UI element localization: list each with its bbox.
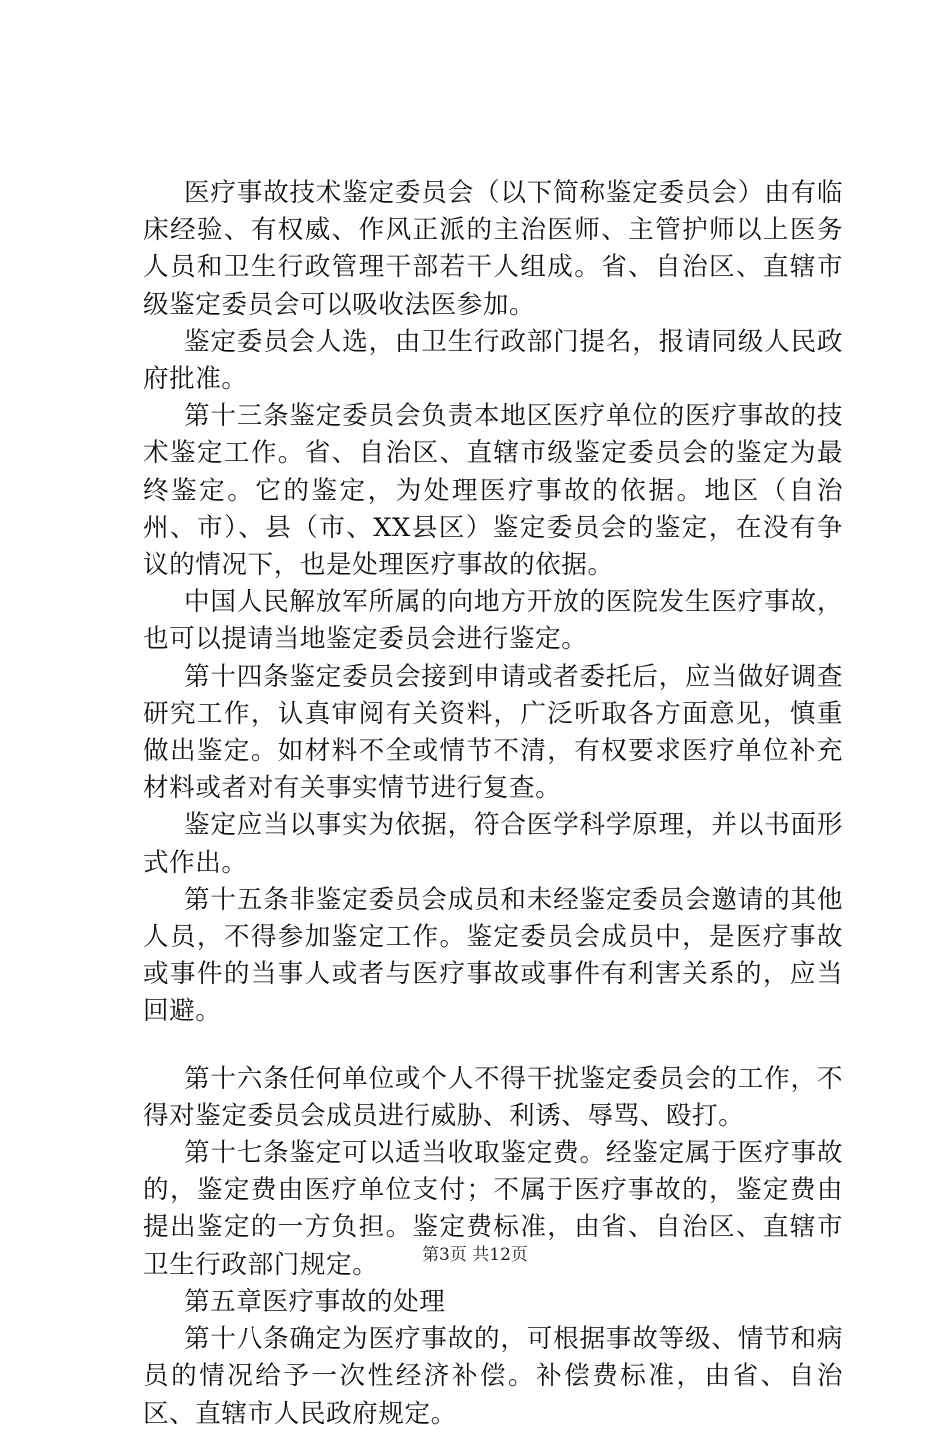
paragraph-written-form: 鉴定应当以事实为依据，符合医学科学原理，并以书面形式作出。 — [143, 810, 843, 878]
paragraph-article-15: 第十五条非鉴定委员会成员和未经鉴定委员会邀请的其他人员，不得参加鉴定工作。鉴定委员会成员中，是医疗事故或事件的当事人或者与医疗事故或事件有利害关系的，应当回避。 — [143, 884, 843, 1027]
paragraph-committee-selection: 鉴定委员会人选，由卫生行政部门提名，报请同级人民政府批准。 — [143, 326, 843, 395]
paragraph-committee-composition: 医疗事故技术鉴定委员会（以下简称鉴定委员会）由有临床经验、有权威、作风正派的主治医师、主管护师以上医务人员和卫生行政管理干部若干人组成。省、自治区、直辖市级鉴定委员会可以吸收法医参加。 — [143, 178, 843, 320]
chapter-heading-5: 第五章医疗事故的处理 — [183, 1286, 446, 1317]
paragraph-article-14: 第十四条鉴定委员会接到申请或者委托后，应当做好调查研究工作，认真审阅有关资料，广泛听取各方面意见，慎重做出鉴定。如材料不全或情节不清，有权要求医疗单位补充材料或者对有关事实情节进行复查。 — [143, 661, 843, 804]
paragraph-article-16: 第十六条任何单位或个人不得干扰鉴定委员会的工作，不得对鉴定委员会成员进行威胁、利诱、辱骂、殴打。 — [143, 1063, 843, 1131]
paragraph-pla-hospitals: 中国人民解放军所属的向地方开放的医院发生医疗事故，也可以提请当地鉴定委员会进行鉴定。 — [143, 587, 843, 655]
paragraph-article-18: 第十八条确定为医疗事故的，可根据事故等级、情节和病员的情况给予一次性经济补偿。补偿费标准，由省、自治区、直辖市人民政府规定。 — [143, 1324, 843, 1429]
page-number-footer: 第3页 共12页 — [422, 1245, 528, 1265]
paragraph-article-13: 第十三条鉴定委员会负责本地区医疗单位的医疗事故的技术鉴定工作。省、自治区、直辖市级鉴定委员会的鉴定为最终鉴定。它的鉴定，为处理医疗事故的依据。地区（自治州、市）、县（市、XX县区）鉴定委员会的鉴定，在没有争议的情况下，也是处理医疗事故的依据。 — [143, 401, 843, 581]
paragraph-article-17: 第十七条鉴定可以适当收取鉴定费。经鉴定属于医疗事故的，鉴定费由医疗单位支付；不属于医疗事故的，鉴定费由提出鉴定的一方负担。鉴定费标准，由省、自治区、直辖市卫生行政部门规定。 — [143, 1138, 843, 1280]
